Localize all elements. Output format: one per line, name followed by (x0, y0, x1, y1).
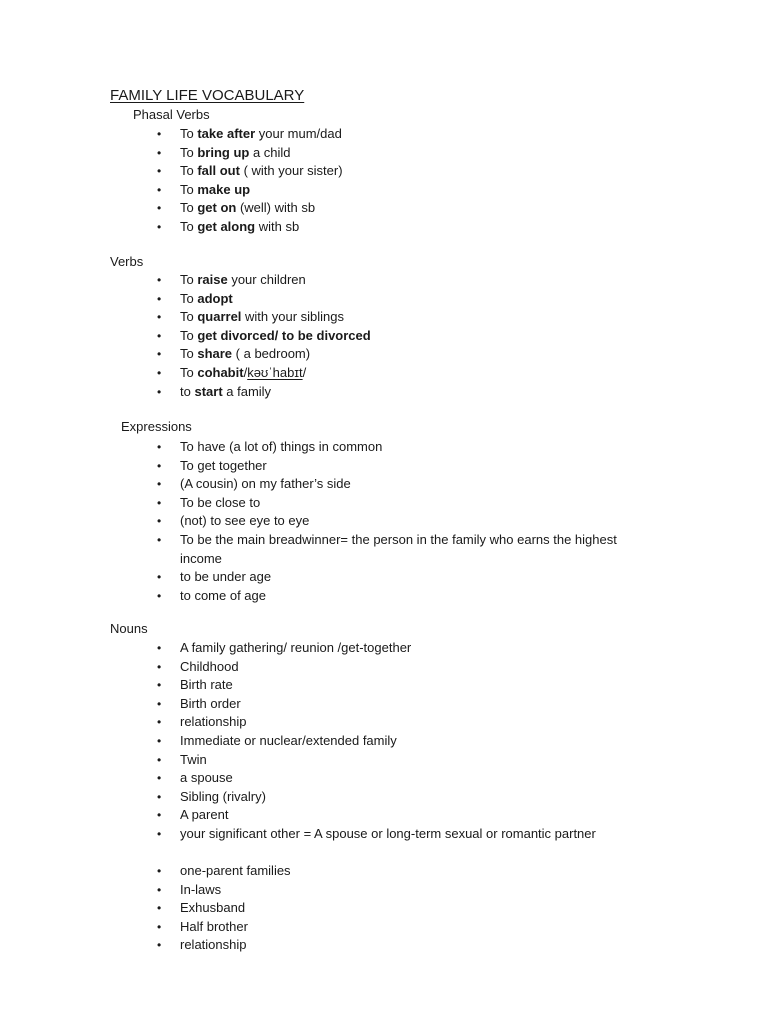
item-prefix: to (180, 383, 195, 399)
list-item-text: Sibling (rivalry) (180, 788, 266, 804)
list-item-text: A family gathering/ reunion /get-together (180, 640, 412, 655)
list-item-text (180, 345, 310, 364)
list-item-text (180, 181, 250, 200)
list-item-text: relationship (180, 937, 247, 953)
list-item-text: (A cousin) on my father’s side (180, 476, 351, 492)
section-heading-expressions: Expressions (121, 419, 192, 434)
bullet-icon: • (157, 365, 162, 380)
item-suffix: with your siblings (241, 309, 345, 325)
list-item-text: In-laws (180, 881, 222, 897)
item-prefix: To (180, 272, 198, 287)
bullet-icon: • (157, 477, 162, 492)
page-title: FAMILY LIFE VOCABULARY (110, 87, 305, 104)
item-keyword: share (197, 346, 233, 362)
bullet-icon: • (157, 641, 162, 655)
item-suffix: ( with your sister) (239, 163, 343, 179)
list-item-text: To be close to (180, 494, 261, 510)
bullet-icon: • (157, 789, 162, 804)
bullet-icon: • (157, 569, 162, 584)
item-suffix: with sb (255, 218, 300, 234)
item-suffix: ( a bedroom) (232, 346, 311, 362)
list-item-text: Birth order (180, 695, 241, 711)
section-heading-nouns: Nouns (110, 621, 148, 636)
bullet-icon: • (157, 532, 162, 547)
list-item-text: Exhusband (180, 900, 246, 916)
list-item-text (180, 199, 315, 218)
item-keyword: cohabit (197, 364, 244, 380)
list-item-text: Immediate or nuclear/extended family (180, 732, 397, 748)
bullet-icon: • (157, 495, 162, 510)
bullet-icon: • (157, 273, 162, 287)
bullet-icon: • (157, 384, 162, 399)
bullet-icon: • (157, 771, 162, 786)
item-keyword: take after (197, 126, 256, 141)
item-keyword: raise (197, 272, 228, 287)
item-suffix: / (243, 364, 248, 380)
bullet-icon: • (157, 514, 162, 529)
item-prefix: To (180, 181, 198, 197)
list-item-text: (not) to see eye to eye (180, 513, 310, 529)
bullet-icon: • (157, 182, 162, 197)
item-prefix: To (180, 200, 198, 216)
item-prefix: To (180, 144, 198, 160)
item-prefix: To (180, 290, 198, 306)
phonetic-transcription: kəʊˈhabɪt (247, 364, 303, 380)
list-item-text (180, 290, 233, 309)
list-item-text: to come of age (180, 587, 266, 603)
list-item-text: relationship (180, 714, 247, 730)
bullet-icon: • (157, 458, 162, 473)
bullet-icon: • (157, 219, 162, 234)
bullet-icon: • (157, 127, 162, 141)
bullet-icon: • (157, 440, 162, 454)
item-prefix: To (180, 218, 198, 234)
bullet-icon: • (157, 659, 162, 674)
item-keyword: fall out (197, 163, 240, 179)
list-item-text: one-parent families (180, 862, 291, 878)
bullet-icon: • (157, 919, 162, 934)
section-heading-phrasal-verbs: Phasal Verbs (133, 107, 210, 122)
bullet-icon: • (157, 733, 162, 748)
item-suffix: a child (249, 144, 291, 160)
item-prefix: To (180, 327, 198, 343)
list-item-text: to be under age (180, 568, 272, 584)
item-keyword: adopt (197, 290, 233, 306)
bullet-icon: • (157, 201, 162, 216)
item-suffix: your mum/dad (255, 126, 342, 141)
bullet-icon: • (157, 752, 162, 767)
item-prefix: To (180, 346, 198, 362)
item-keyword: get along (197, 218, 256, 234)
bullet-icon: • (157, 164, 162, 179)
list-item-text (180, 144, 291, 163)
bullet-icon: • (157, 310, 162, 325)
item-prefix: To (180, 364, 198, 380)
item-suffix: your children (227, 272, 306, 287)
section-heading-verbs: Verbs (110, 254, 144, 269)
bullet-icon: • (157, 291, 162, 306)
bullet-icon: • (157, 882, 162, 897)
list-item-text (180, 308, 344, 327)
list-item-text (180, 162, 343, 181)
bullet-icon: • (157, 588, 162, 603)
bullet-icon: • (157, 696, 162, 711)
list-item-text (180, 218, 299, 237)
bullet-icon: • (157, 808, 162, 823)
item-suffix: a family (222, 383, 272, 399)
list-item-text: Half brother (180, 918, 248, 934)
item-keyword: make up (197, 181, 251, 197)
item-suffix: (well) with sb (236, 200, 316, 216)
item-keyword: bring up (197, 144, 250, 160)
item-prefix: To (180, 126, 198, 141)
list-item-text: To get together (180, 457, 267, 473)
list-item-text: Twin (180, 751, 207, 767)
list-item-text: A parent (180, 807, 229, 823)
item-keyword: get divorced/ to be divorced (197, 327, 371, 343)
item-suffix-end: / (302, 364, 307, 380)
item-prefix: To (180, 309, 198, 325)
bullet-icon: • (157, 145, 162, 160)
item-keyword: quarrel (197, 309, 242, 325)
bullet-icon: • (157, 678, 162, 693)
item-keyword: get on (197, 200, 237, 216)
bullet-icon: • (157, 328, 162, 343)
bullet-icon: • (157, 863, 162, 878)
bullet-icon: • (157, 826, 162, 841)
list-item-text: To have (a lot of) things in common (180, 439, 383, 454)
item-prefix: To (180, 163, 198, 179)
bullet-icon: • (157, 347, 162, 362)
list-item-text (180, 271, 306, 290)
list-item-text: a spouse (180, 770, 233, 786)
list-item-text: To be the main breadwinner= the person in the family who earns the highest income (180, 531, 617, 566)
bullet-icon: • (157, 715, 162, 730)
item-keyword: start (194, 383, 223, 399)
list-item-text (180, 383, 271, 402)
list-item-text (180, 364, 306, 383)
list-item-text (180, 327, 371, 346)
list-item-text (180, 125, 342, 144)
list-item-text: Childhood (180, 658, 239, 674)
bullet-icon: • (157, 901, 162, 916)
list-item-text: Birth rate (180, 677, 233, 693)
list-item-text: your significant other = A spouse or long-term sexual or romantic partner (180, 825, 596, 841)
bullet-icon: • (157, 938, 162, 953)
